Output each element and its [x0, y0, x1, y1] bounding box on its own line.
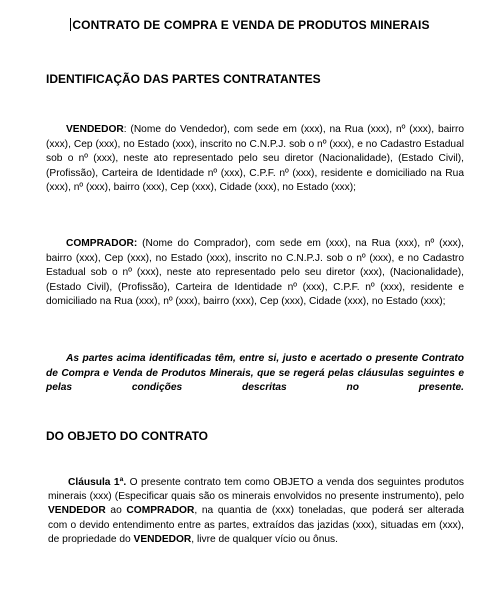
seller-text: : (Nome do Vendedor), com sede em (xxx), na Rua (xxx), nº (xxx), bairro (xxx), Cep (xxx), no Estado (xxx), inscrito no C.N.P.J. sob o nº (xxx), e no Cadastro Estadual sob o nº (xxx), neste ato representado pelo seu diretor (Nacionalidade), (Estado Civil), (Profissão), Carteira de Identidade nº (xxx), C.P.F. nº (xxx), residente e domiciliado na Rua (xxx), nº (xxx), bairro (xxx), Cep (xxx), Cidade (xxx), no Estado (xxx); — [46, 124, 464, 194]
clause-1-text-a: O presente contrato tem como OBJETO a venda dos seguintes produtos minerais (xxx) (Especificar quais são os minerais envolvidos no presente instrumento), pelo — [48, 477, 464, 503]
parties-statement: As partes acima identificadas têm, entre si, justo e acertado o presente Contrato de Compra e Venda de Produtos Minerais, que se regerá pelas cláusulas seguintes e pelas condições descritas no presente. — [46, 353, 464, 394]
clause-1-paragraph — [48, 476, 464, 547]
clause-1-seller-2: VENDEDOR — [133, 533, 192, 545]
buyer-paragraph — [46, 237, 464, 310]
buyer-label: COMPRADOR: — [66, 238, 138, 249]
clause-1-text-d: , livre de qualquer vício ou ônus. — [191, 533, 338, 545]
clause-1-seller: VENDEDOR — [48, 505, 106, 517]
object-heading: DO OBJETO DO CONTRATO — [46, 429, 209, 443]
buyer-text: (Nome do Comprador), com sede em (xxx), na Rua (xxx), nº (xxx), bairro (xxx), Cep (xxx), no Estado (xxx), inscrito no C.N.P.J. sob o nº (xxx), e no Cadastro Estadual sob o nº (xxx), neste ato representado pelo seu diretor (xxx), (Nacionalidade), (Estado Civil), (Profissão), Carteira de Identidade nº (xxx), C.P.F. nº (xxx), residente e domiciliado na Rua (xxx), nº (xxx), bairro (xxx), Cep (xxx), Cidade (xxx), no Estado (xxx); — [46, 238, 464, 308]
clause-1-text-b: ao — [105, 505, 127, 517]
parties-heading: IDENTIFICAÇÃO DAS PARTES CONTRATANTES — [46, 72, 321, 86]
document-title-text: CONTRATO DE COMPRA E VENDA DE PRODUTOS MINERAIS — [72, 18, 430, 32]
seller-paragraph — [46, 123, 464, 196]
clause-1-text-c: , na quantia de (xxx) toneladas, que poderá ser alterada com o devido entendimento entre as partes, extraídos das jazidas (xxx), situadas em (xxx), de propriedade do — [48, 505, 465, 545]
seller-label: VENDEDOR — [66, 124, 124, 135]
clause-1-label: Cláusula 1ª. — [68, 477, 127, 488]
clause-1-buyer: COMPRADOR — [126, 505, 195, 517]
document-title — [0, 18, 500, 32]
